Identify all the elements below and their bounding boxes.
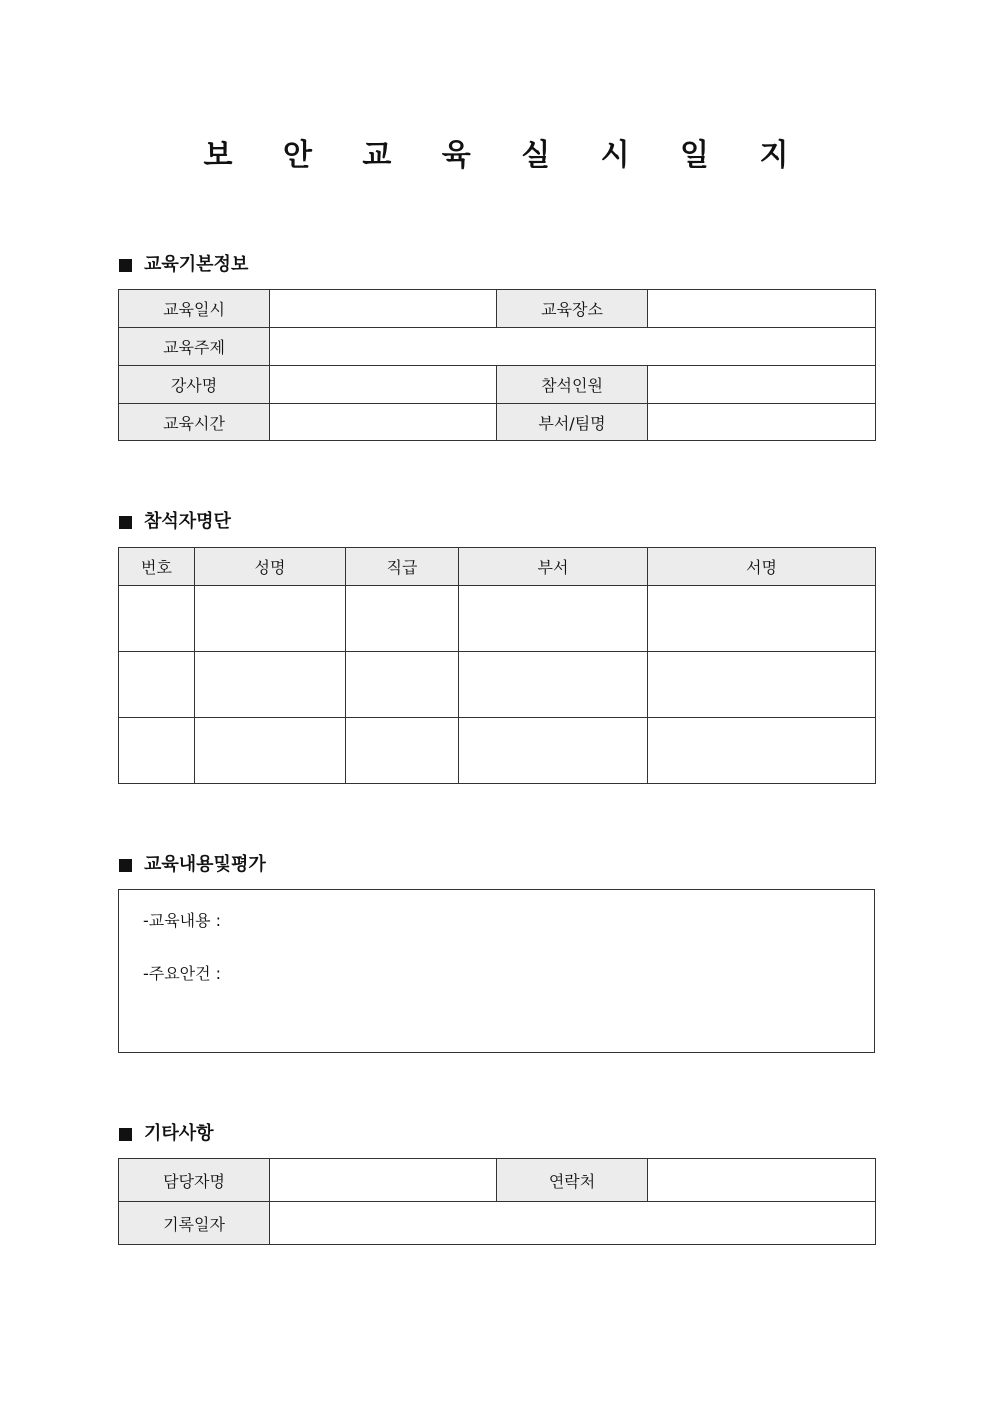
column-header-name: 성명 <box>195 548 346 586</box>
table-row <box>119 1159 876 1202</box>
label-education-topic: 교육주제 <box>119 328 270 366</box>
field-education-duration[interactable] <box>270 404 497 441</box>
basic-info-table <box>118 289 876 441</box>
main-agenda-label: -주요안건 : <box>143 964 222 983</box>
section-heading-label: 교육내용및평가 <box>144 854 266 875</box>
document-title: 보 안 교 육 실 시 일 지 <box>203 138 809 173</box>
cell-rank[interactable] <box>346 652 459 718</box>
table-row <box>119 586 876 652</box>
label-instructor: 강사명 <box>119 366 270 404</box>
cell-rank[interactable] <box>346 718 459 784</box>
other-info-table <box>118 1158 876 1245</box>
field-education-date[interactable] <box>270 290 497 328</box>
section-heading-other <box>119 1122 214 1146</box>
attendees-table <box>118 547 876 784</box>
square-bullet-icon <box>119 516 132 529</box>
cell-number[interactable] <box>119 586 195 652</box>
table-row <box>119 1202 876 1245</box>
cell-name[interactable] <box>195 718 346 784</box>
field-record-date[interactable] <box>270 1202 876 1245</box>
label-department-team: 부서/팀명 <box>497 404 648 441</box>
field-attendees-count[interactable] <box>648 366 876 404</box>
column-header-number: 번호 <box>119 548 195 586</box>
square-bullet-icon <box>119 1128 132 1141</box>
cell-name[interactable] <box>195 652 346 718</box>
column-header-signature: 서명 <box>648 548 876 586</box>
label-manager-name: 담당자명 <box>119 1159 270 1202</box>
square-bullet-icon <box>119 859 132 872</box>
field-manager-name[interactable] <box>270 1159 497 1202</box>
cell-rank[interactable] <box>346 586 459 652</box>
table-row <box>119 652 876 718</box>
cell-signature[interactable] <box>648 586 876 652</box>
section-heading-basic-info <box>119 253 248 277</box>
label-education-date: 교육일시 <box>119 290 270 328</box>
column-header-department: 부서 <box>459 548 648 586</box>
section-heading-attendees <box>119 510 231 534</box>
section-heading-label: 참석자명단 <box>144 511 231 532</box>
table-row <box>119 366 876 404</box>
cell-number[interactable] <box>119 652 195 718</box>
table-row <box>119 328 876 366</box>
cell-department[interactable] <box>459 652 648 718</box>
field-instructor[interactable] <box>270 366 497 404</box>
table-row <box>119 404 876 441</box>
section-heading-label: 기타사항 <box>144 1123 214 1144</box>
field-education-place[interactable] <box>648 290 876 328</box>
field-contact[interactable] <box>648 1159 876 1202</box>
cell-department[interactable] <box>459 718 648 784</box>
square-bullet-icon <box>119 259 132 272</box>
field-department-team[interactable] <box>648 404 876 441</box>
cell-signature[interactable] <box>648 652 876 718</box>
label-education-duration: 교육시간 <box>119 404 270 441</box>
cell-number[interactable] <box>119 718 195 784</box>
table-row <box>119 718 876 784</box>
table-row <box>119 290 876 328</box>
label-contact: 연락처 <box>497 1159 648 1202</box>
cell-name[interactable] <box>195 586 346 652</box>
cell-department[interactable] <box>459 586 648 652</box>
field-education-topic[interactable] <box>270 328 876 366</box>
content-evaluation-box[interactable] <box>118 889 875 1053</box>
label-record-date: 기록일자 <box>119 1202 270 1245</box>
education-content-label: -교육내용 : <box>143 911 222 930</box>
table-header-row <box>119 548 876 586</box>
label-education-place: 교육장소 <box>497 290 648 328</box>
cell-signature[interactable] <box>648 718 876 784</box>
label-attendees-count: 참석인원 <box>497 366 648 404</box>
column-header-rank: 직급 <box>346 548 459 586</box>
section-heading-content <box>119 853 266 877</box>
section-heading-label: 교육기본정보 <box>144 254 249 275</box>
